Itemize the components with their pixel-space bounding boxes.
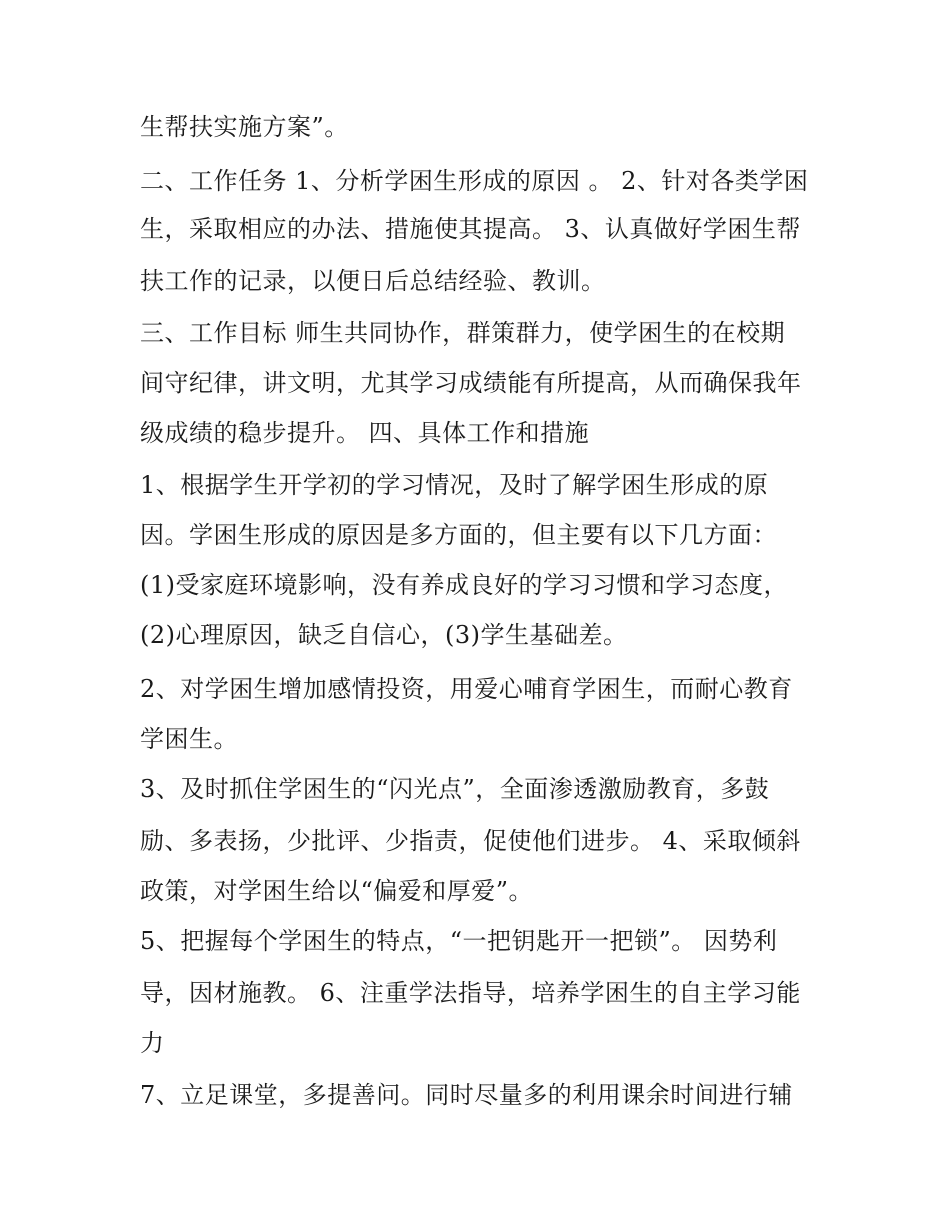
- text-line: 因。学困生形成的原因是多方面的，但主要有以下几方面：: [140, 521, 777, 549]
- text-line: 间守纪律，讲文明，尤其学习成绩能有所提高，从而确保我年: [140, 369, 802, 397]
- text-line: 扶工作的记录，以便日后总结经验、教训。: [140, 267, 606, 295]
- text-line: 励、多表扬，少批评、少指责，促使他们进步。 4、采取倾斜: [140, 827, 801, 855]
- text-line: 3、及时抓住学困生的“闪光点”，全面渗透激励教育，多鼓: [140, 775, 770, 803]
- text-line: 5、把握每个学困生的特点，“一把钥匙开一把锁”。 因势利: [140, 927, 778, 955]
- text-line: 学困生。: [140, 725, 238, 753]
- text-line: 政策，对学困生给以“偏爱和厚爱”。: [140, 877, 534, 905]
- text-line: 二、工作任务 1、分析学困生形成的原因 。 2、针对各类学困: [140, 167, 809, 195]
- text-line: 三、工作目标 师生共同协作，群策群力，使学困生的在校期: [140, 319, 786, 347]
- text-line: 级成绩的稳步提升。 四、具体工作和措施: [140, 419, 590, 447]
- text-line: (2)心理原因，缺乏自信心，(3)学生基础差。: [140, 621, 628, 649]
- text-line: 生，采取相应的办法、措施使其提高。 3、认真做好学困生帮: [140, 215, 801, 243]
- text-line: 2、对学困生增加感情投资，用爱心哺育学困生，而耐心教育: [140, 675, 793, 703]
- text-line: 力: [140, 1029, 165, 1057]
- text-line: 1、根据学生开学初的学习情况，及时了解学困生形成的原: [140, 471, 769, 499]
- text-line: 7、立足课堂，多提善问。同时尽量多的利用课余时间进行辅: [140, 1081, 793, 1109]
- text-line: 导，因材施教。 6、注重学法指导，培养学困生的自主学习能: [140, 979, 801, 1007]
- text-line: (1)受家庭环境影响，没有养成良好的学习习惯和学习态度，: [140, 571, 788, 599]
- text-line: 生帮扶实施方案”。: [140, 113, 349, 141]
